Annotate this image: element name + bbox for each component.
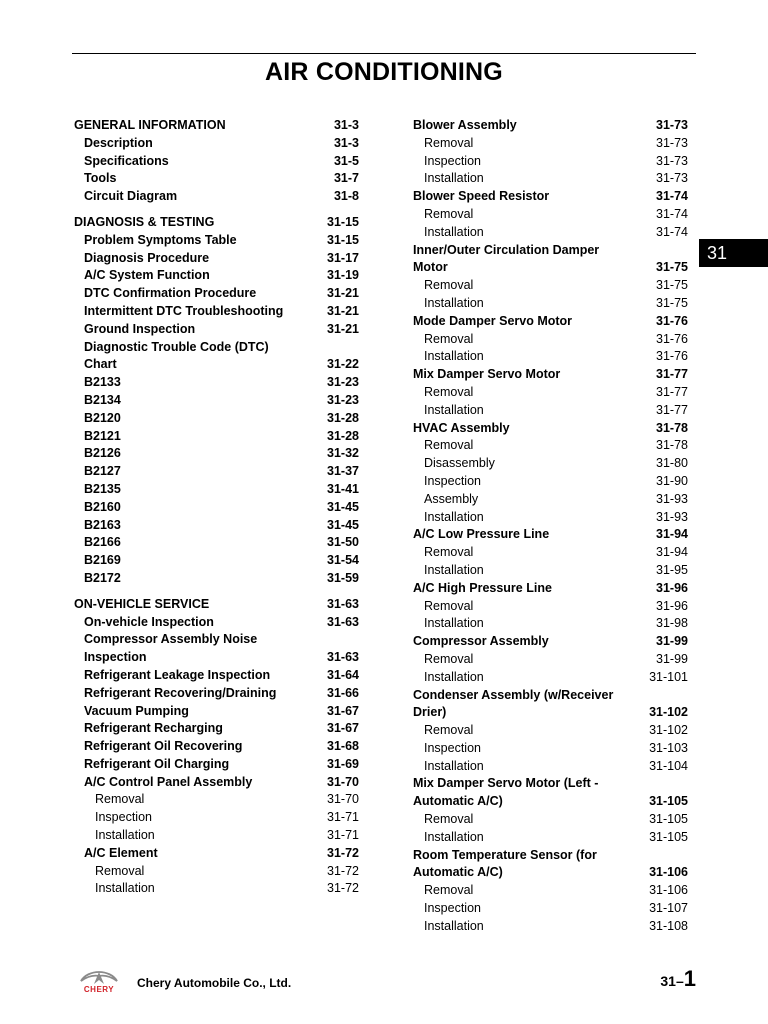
toc-entry-label: B2163	[84, 517, 121, 532]
toc-entry-page: 31-78	[656, 438, 688, 453]
toc-entry[interactable]	[413, 882, 688, 900]
toc-entry[interactable]	[413, 420, 688, 438]
toc-entry[interactable]	[413, 598, 688, 616]
toc-entry-page: 31-15	[327, 232, 359, 247]
toc-entry[interactable]	[74, 135, 359, 153]
toc-entry-label: Inspection	[95, 810, 152, 825]
toc-entry-page: 31-73	[656, 135, 688, 150]
toc-entry[interactable]	[413, 562, 688, 580]
toc-entry-label: GENERAL INFORMATION	[74, 118, 226, 132]
toc-entry-label: Installation	[424, 758, 484, 773]
toc-entry-page: 31-72	[327, 845, 359, 860]
toc-entry-label: Description	[84, 135, 153, 150]
toc-entry-label: DTC Confirmation Procedure	[84, 286, 257, 301]
toc-entry-page: 31-37	[327, 464, 359, 479]
toc-entry[interactable]	[413, 509, 688, 527]
toc-entry-label: Blower Assembly	[413, 118, 517, 132]
toc-entry[interactable]	[413, 153, 688, 171]
toc-entry-label: B2166	[84, 535, 121, 550]
toc-entry-label: Diagnostic Trouble Code (DTC) Chart	[84, 339, 269, 372]
toc-entry[interactable]	[413, 135, 688, 153]
toc-entry-label: Compressor Assembly	[413, 634, 549, 649]
toc-entry-page: 31-76	[656, 313, 688, 328]
toc-entry-label: Refrigerant Recharging	[84, 721, 223, 736]
toc-entry-page: 31-77	[656, 402, 688, 417]
toc-entry-page: 31-3	[333, 118, 359, 132]
toc-entry-page: 31-28	[327, 410, 359, 425]
toc-entry-page: 31-102	[649, 705, 688, 720]
toc-entry-label: Tools	[84, 171, 117, 186]
toc-entry-label: A/C High Pressure Line	[413, 580, 552, 595]
page-number	[660, 966, 696, 992]
toc-entry[interactable]	[413, 331, 688, 349]
toc-entry-label: B2127	[84, 464, 121, 479]
toc-entry-label: A/C Control Panel Assembly	[84, 774, 253, 789]
toc-entry-page: 31-21	[327, 286, 359, 301]
toc-entry-label: Installation	[424, 829, 484, 844]
toc-entry-page: 31-32	[327, 446, 359, 461]
toc-entry[interactable]	[74, 267, 359, 285]
toc-entry-page: 31-45	[327, 517, 359, 532]
toc-section-heading[interactable]	[74, 214, 359, 232]
toc-entry-page: 31-74	[656, 224, 688, 239]
toc-entry-label: Removal	[424, 883, 474, 898]
toc-entry-page: 31-21	[327, 321, 359, 336]
toc-entry[interactable]	[74, 667, 359, 685]
toc-entry-page: 31-23	[327, 392, 359, 407]
toc-entry-label: B2172	[84, 570, 121, 585]
toc-entry[interactable]	[413, 491, 688, 509]
toc-entry[interactable]	[413, 366, 688, 384]
toc-entry-label: Removal	[424, 723, 474, 738]
toc-entry-page: 31-99	[656, 634, 688, 649]
toc-entry-label: Removal	[95, 792, 145, 807]
toc-entry-label: Installation	[424, 509, 484, 524]
toc-entry-label: Installation	[424, 349, 484, 364]
toc-entry-page: 31-106	[649, 883, 688, 898]
toc-entry-page: 31-73	[656, 171, 688, 186]
toc-entry-label: Installation	[424, 171, 484, 186]
toc-entry-page: 31-23	[327, 375, 359, 390]
toc-entry-page: 31-28	[327, 428, 359, 443]
toc-entry-label: Removal	[424, 206, 474, 221]
toc-right-column	[413, 117, 688, 936]
toc-entry-label: ON-VEHICLE SERVICE	[74, 596, 210, 611]
toc-entry-label: Removal	[424, 651, 474, 666]
toc-entry-page: 31-72	[327, 881, 359, 896]
toc-entry[interactable]	[413, 740, 688, 758]
toc-entry[interactable]	[413, 900, 688, 918]
toc-entry[interactable]	[74, 552, 359, 570]
chapter-tab: 31	[699, 239, 768, 267]
top-rule	[72, 53, 696, 54]
toc-entry-page: 31-45	[327, 499, 359, 514]
toc-entry-page: 31-71	[327, 810, 359, 825]
toc-entry-page: 31-94	[656, 527, 688, 542]
toc-entry[interactable]	[74, 339, 359, 375]
toc-entry[interactable]	[74, 392, 359, 410]
toc-entry-page: 31-77	[656, 367, 688, 382]
toc-entry[interactable]	[74, 232, 359, 250]
toc-entry-page: 31-104	[649, 758, 688, 773]
toc-entry[interactable]	[413, 437, 688, 455]
toc-entry-label: Removal	[424, 384, 474, 399]
toc-entry-label: Inspection	[424, 740, 481, 755]
toc-entry[interactable]	[413, 918, 688, 936]
toc-entry-page: 31-63	[327, 614, 359, 629]
toc-entry[interactable]	[74, 614, 359, 632]
toc-entry-page: 31-19	[327, 268, 359, 283]
toc-entry[interactable]	[74, 720, 359, 738]
toc-entry-label: Refrigerant Leakage Inspection	[84, 667, 271, 682]
toc-entry[interactable]	[413, 544, 688, 562]
toc-entry-label: Installation	[424, 402, 484, 417]
toc-entry[interactable]	[413, 206, 688, 224]
toc-entry-page: 31-67	[327, 721, 359, 736]
toc-entry-label: Installation	[95, 828, 155, 843]
toc-entry[interactable]	[74, 631, 359, 667]
toc-entry-label: A/C Low Pressure Line	[413, 527, 550, 542]
toc-entry-page: 31-70	[327, 774, 359, 789]
toc-entry-label: Removal	[424, 812, 474, 827]
toc-entry-label: Inspection	[424, 153, 481, 168]
toc-entry[interactable]	[74, 153, 359, 171]
toc-entry-label: Installation	[424, 295, 484, 310]
toc-entry-page: 31-96	[656, 580, 688, 595]
page-title: AIR CONDITIONING	[265, 58, 503, 86]
toc-entry-label: Installation	[424, 616, 484, 631]
toc-entry-label: Condenser Assembly (w/Receiver Drier)	[413, 687, 614, 720]
toc-entry-page: 31-105	[649, 794, 688, 809]
toc-entry-page: 31-76	[656, 331, 688, 346]
toc-entry-label: Assembly	[424, 491, 479, 506]
toc-entry-label: Installation	[95, 881, 155, 896]
toc-entry[interactable]	[74, 756, 359, 774]
toc-entry[interactable]	[74, 791, 359, 809]
toc-entry-label: Removal	[424, 278, 474, 293]
toc-entry-page: 31-76	[656, 349, 688, 364]
toc-entry-label: Installation	[424, 224, 484, 239]
toc-entry[interactable]	[74, 428, 359, 446]
toc-entry[interactable]	[74, 250, 359, 268]
toc-entry[interactable]	[74, 809, 359, 827]
toc-entry-page: 31-41	[327, 481, 359, 496]
toc-entry-page: 31-59	[327, 570, 359, 585]
toc-entry-label: B2133	[84, 375, 121, 390]
toc-entry[interactable]	[413, 651, 688, 669]
toc-entry-label: Inspection	[424, 901, 481, 916]
toc-entry-label: Installation	[424, 669, 484, 684]
toc-entry[interactable]	[413, 295, 688, 313]
toc-entry-page: 31-101	[649, 669, 688, 684]
toc-entry-label: Mix Damper Servo Motor	[413, 367, 561, 382]
toc-entry-label: Removal	[424, 135, 474, 150]
toc-entry-label: B2135	[84, 481, 121, 496]
toc-entry-page: 31-108	[649, 918, 688, 933]
toc-entry-page: 31-70	[327, 792, 359, 807]
toc-entry-label: On-vehicle Inspection	[84, 614, 214, 629]
toc-entry-label: Inner/Outer Circulation Damper Motor	[413, 242, 600, 275]
toc-entry-page: 31-69	[327, 756, 359, 771]
toc-entry[interactable]	[413, 687, 688, 723]
toc-entry[interactable]	[413, 224, 688, 242]
toc-entry[interactable]	[74, 534, 359, 552]
toc-entry-page: 31-72	[327, 863, 359, 878]
toc-entry-label: Problem Symptoms Table	[84, 232, 237, 247]
toc-entry-label: Mode Damper Servo Motor	[413, 313, 573, 328]
toc-entry[interactable]	[413, 188, 688, 206]
toc-entry-page: 31-21	[327, 303, 359, 318]
toc-entry-page: 31-17	[327, 250, 359, 265]
toc-entry[interactable]	[74, 774, 359, 792]
toc-entry-page: 31-95	[656, 562, 688, 577]
toc-entry-label: Vacuum Pumping	[84, 703, 189, 718]
toc-entry[interactable]	[413, 669, 688, 687]
toc-entry-label: HVAC Assembly	[413, 420, 510, 435]
toc-entry-page: 31-66	[327, 685, 359, 700]
toc-entry[interactable]	[74, 463, 359, 481]
toc-entry-page: 31-77	[656, 384, 688, 399]
toc-entry-page: 31-73	[656, 153, 688, 168]
toc-entry[interactable]	[413, 580, 688, 598]
toc-entry-page: 31-75	[656, 260, 688, 275]
toc-entry-label: Circuit Diagram	[84, 189, 178, 204]
toc-entry[interactable]	[74, 321, 359, 339]
toc-entry-page: 31-107	[649, 901, 688, 916]
toc-entry-label: Ground Inspection	[84, 321, 196, 336]
toc-entry-page: 31-75	[656, 278, 688, 293]
toc-entry-label: Inspection	[424, 473, 481, 488]
toc-entry-label: Disassembly	[424, 456, 495, 471]
toc-entry-page: 31-102	[649, 723, 688, 738]
toc-entry-page: 31-106	[649, 865, 688, 880]
toc-entry-page: 31-105	[649, 812, 688, 827]
toc-entry[interactable]	[413, 455, 688, 473]
toc-entry[interactable]	[74, 481, 359, 499]
toc-entry-page: 31-15	[327, 214, 359, 229]
toc-entry-page: 31-94	[656, 545, 688, 560]
toc-entry[interactable]	[413, 117, 688, 135]
page-number-value: 1	[683, 966, 696, 991]
toc-entry-label: Removal	[95, 863, 145, 878]
toc-entry-page: 31-105	[649, 829, 688, 844]
toc-entry[interactable]	[74, 374, 359, 392]
toc-section-heading[interactable]	[74, 117, 359, 135]
toc-entry-label: Refrigerant Oil Recovering	[84, 739, 243, 754]
toc-entry[interactable]	[74, 445, 359, 463]
toc-entry[interactable]	[413, 277, 688, 295]
toc-entry[interactable]	[74, 170, 359, 188]
toc-entry-label: B2126	[84, 446, 121, 461]
toc-entry-label: B2134	[84, 392, 121, 407]
toc-entry-page: 31-64	[327, 667, 359, 682]
toc-entry-page: 31-74	[656, 206, 688, 221]
toc-entry-label: Diagnosis Procedure	[84, 250, 210, 265]
toc-entry[interactable]	[74, 863, 359, 881]
toc-entry[interactable]	[74, 285, 359, 303]
toc-entry-page: 31-74	[656, 189, 688, 204]
toc-entry-label: Removal	[424, 331, 474, 346]
toc-entry-label: Blower Speed Resistor	[413, 189, 550, 204]
toc-entry-page: 31-3	[333, 135, 359, 150]
toc-entry[interactable]	[413, 847, 688, 883]
toc-entry[interactable]	[74, 845, 359, 863]
toc-entry-label: Installation	[424, 918, 484, 933]
toc-entry-label: Refrigerant Oil Charging	[84, 756, 230, 771]
toc-entry-label: A/C System Function	[84, 268, 210, 283]
toc-entry-page: 31-71	[327, 828, 359, 843]
toc-entry[interactable]	[74, 827, 359, 845]
toc-entry-label: Specifications	[84, 153, 169, 168]
toc-entry-page: 31-8	[333, 189, 359, 204]
toc-entry[interactable]	[74, 410, 359, 428]
toc-entry-page: 31-54	[327, 553, 359, 568]
toc-entry[interactable]	[74, 703, 359, 721]
toc-entry[interactable]	[413, 722, 688, 740]
toc-entry[interactable]	[413, 829, 688, 847]
toc-entry-page: 31-96	[656, 598, 688, 613]
toc-entry[interactable]	[413, 633, 688, 651]
toc-entry-page: 31-80	[656, 456, 688, 471]
toc-entry[interactable]	[413, 402, 688, 420]
toc-entry[interactable]	[413, 384, 688, 402]
company-name: Chery Automobile Co., Ltd.	[137, 976, 292, 990]
toc-entry-page: 31-63	[327, 650, 359, 665]
toc-entry-label: Compressor Assembly Noise Inspection	[84, 632, 258, 665]
toc-entry[interactable]	[74, 570, 359, 588]
toc-entry[interactable]	[413, 313, 688, 331]
toc-entry-label: Intermittent DTC Troubleshooting	[84, 303, 284, 318]
toc-entry[interactable]	[74, 880, 359, 898]
toc-entry-label: B2160	[84, 499, 121, 514]
toc-left-column	[74, 117, 359, 898]
toc-entry[interactable]	[413, 811, 688, 829]
toc-entry-page: 31-90	[656, 473, 688, 488]
toc-section-heading[interactable]	[74, 596, 359, 614]
toc-entry-page: 31-73	[656, 118, 688, 132]
toc-entry-page: 31-22	[327, 357, 359, 372]
toc-entry-page: 31-7	[333, 171, 359, 186]
toc-entry[interactable]	[74, 188, 359, 206]
toc-entry[interactable]	[74, 517, 359, 535]
toc-entry[interactable]	[74, 303, 359, 321]
toc-entry[interactable]	[74, 499, 359, 517]
toc-entry-label: A/C Element	[84, 845, 158, 860]
toc-entry-page: 31-93	[656, 509, 688, 524]
toc-entry-page: 31-75	[656, 295, 688, 310]
toc-entry-page: 31-103	[649, 740, 688, 755]
toc-entry-label: Removal	[424, 438, 474, 453]
toc-entry-page: 31-78	[656, 420, 688, 435]
toc-entry[interactable]	[413, 348, 688, 366]
toc-entry-label: DIAGNOSIS & TESTING	[74, 214, 215, 229]
toc-entry-label: Removal	[424, 545, 474, 560]
toc-entry[interactable]	[74, 738, 359, 756]
toc-entry-page: 31-68	[327, 739, 359, 754]
toc-entry-label: B2121	[84, 428, 121, 443]
toc-entry[interactable]	[413, 526, 688, 544]
toc-entry-page: 31-93	[656, 491, 688, 506]
toc-entry-label: Removal	[424, 598, 474, 613]
toc-entry-page: 31-67	[327, 703, 359, 718]
toc-entry-label: Refrigerant Recovering/Draining	[84, 685, 277, 700]
toc-entry-page: 31-5	[333, 153, 359, 168]
toc-entry-page: 31-63	[327, 596, 359, 611]
toc-entry[interactable]	[74, 685, 359, 703]
toc-entry-page: 31-50	[327, 535, 359, 550]
toc-entry-label: B2120	[84, 410, 121, 425]
toc-entry-label: Installation	[424, 562, 484, 577]
logo-text: CHERY	[83, 985, 115, 994]
toc-entry-label: Room Temperature Sensor (for Automatic A/C)	[413, 847, 597, 880]
toc-entry[interactable]	[413, 170, 688, 188]
toc-entry[interactable]	[413, 758, 688, 776]
toc-entry-page: 31-99	[656, 651, 688, 666]
toc-entry-page: 31-98	[656, 616, 688, 631]
toc-entry-label: Mix Damper Servo Motor (Left - Automatic A/C)	[413, 776, 599, 809]
page-number-prefix: 31–	[660, 973, 684, 989]
toc-entry[interactable]	[413, 242, 688, 278]
toc-entry[interactable]	[413, 473, 688, 491]
toc-entry[interactable]	[413, 615, 688, 633]
toc-entry[interactable]	[413, 775, 688, 811]
toc-entry-label: B2169	[84, 553, 121, 568]
